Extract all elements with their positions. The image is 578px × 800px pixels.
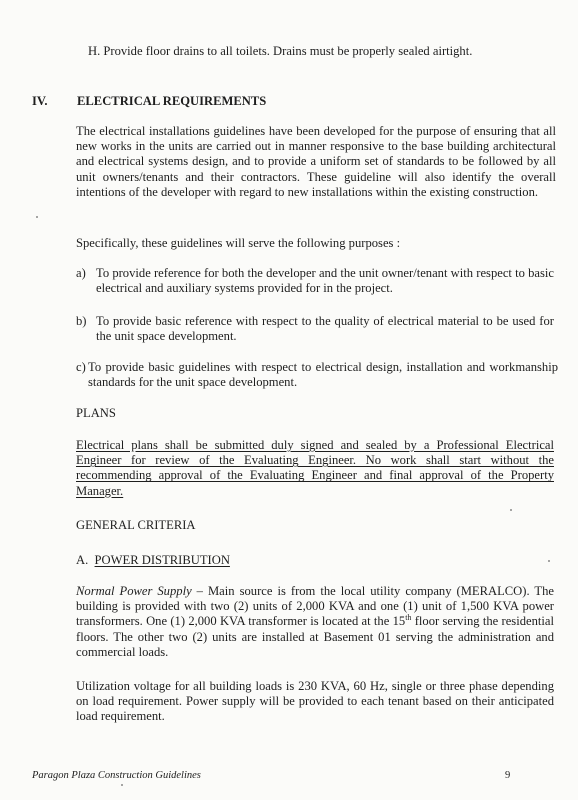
item-h: H. Provide floor drains to all toilets. Drains must be properly sealed airtight. <box>88 44 473 58</box>
purpose-marker: a) <box>76 266 86 280</box>
subsection-title: POWER DISTRIBUTION <box>94 553 230 567</box>
purpose-marker: b) <box>76 314 87 328</box>
section-number: IV. <box>32 94 48 108</box>
normal-power-paragraph <box>76 584 554 660</box>
purpose-text: To provide basic guidelines with respect to electrical design, installation and workmanship standards for the unit space development. <box>88 360 558 390</box>
scan-speck <box>121 784 123 786</box>
plans-paragraph: Electrical plans shall be submitted duly signed and sealed by a Professional Electrical Engineer for review of the Evaluating Engineer. No work shall start without the recommending approval of the Evaluating Engineer and final approval of the Property Manager. <box>76 438 554 498</box>
subsection-heading <box>76 553 230 568</box>
utilization-paragraph: Utilization voltage for all building loads is 230 KVA, 60 Hz, single or three phase depending on load requirement. Power supply will be provided to each tenant based on their anticipated load requirement. <box>76 679 554 724</box>
purposes-lead: Specifically, these guidelines will serve the following purposes : <box>76 236 401 250</box>
normal-power-text-2: floor serving the residential floors. The other two (2) units are installed at Basement 01 serving the administration and commercial loads. <box>76 614 554 659</box>
footer-title: Paragon Plaza Construction Guidelines <box>32 770 201 781</box>
section-title: ELECTRICAL REQUIREMENTS <box>77 94 267 108</box>
purpose-text: To provide basic reference with respect to the quality of electrical material to be used for the unit space development. <box>96 314 554 344</box>
purpose-marker: c) <box>76 360 86 374</box>
plans-heading: PLANS <box>76 406 116 420</box>
normal-power-text-1: – Main source is from the local utility company (MERALCO). The building is provided with two (2) units of 2,000 KVA and one (1) unit of 1,500 KVA power transformers. One (1) 2,000 KVA transformer is located at the 15 <box>76 584 554 629</box>
normal-power-label: Normal Power Supply <box>76 584 192 598</box>
subsection-marker: A. <box>76 553 89 567</box>
scan-speck <box>36 216 38 218</box>
general-criteria-heading: GENERAL CRITERIA <box>76 518 196 532</box>
purpose-text: To provide reference for both the developer and the unit owner/tenant with respect to basic electrical and auxiliary systems provided for in the project. <box>96 266 554 296</box>
floor-suffix: th <box>405 613 412 623</box>
page-number: 9 <box>505 770 511 781</box>
scan-speck <box>548 560 550 562</box>
scan-speck <box>510 509 512 511</box>
intro-paragraph: The electrical installations guidelines have been developed for the purpose of ensuring that all new works in the units are carried out in manner responsive to the base building architectural and electrical systems design, and to provide a uniform set of standards to be followed by all unit owners/tenants and their contractors. These guideline will also identify the overall intentions of the developer with regard to new installations within the existing construction. <box>76 124 556 199</box>
